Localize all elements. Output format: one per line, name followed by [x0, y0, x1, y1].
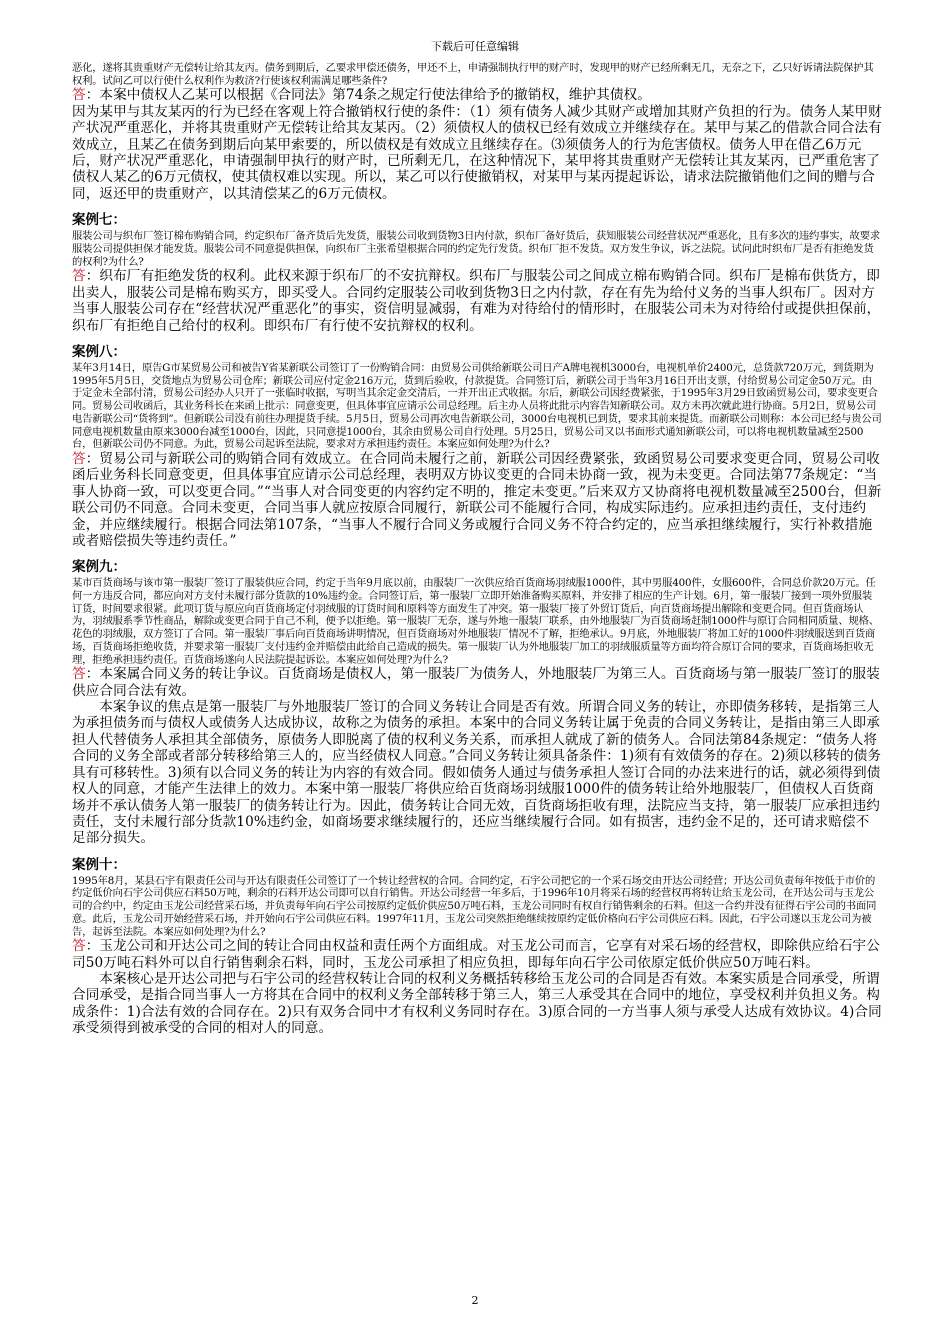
case-list — [72, 212, 882, 1036]
case-section — [72, 559, 882, 846]
case-answer — [72, 666, 882, 699]
answer-label: 答 — [72, 268, 86, 285]
case-title: 案例七： — [72, 212, 126, 229]
case-section — [72, 344, 882, 549]
case-facts: 某年3月14日，原告G市某贸易公司和被告Y省某新联公司签订了一份购销合同：由贸易公司供给新联公司日产A牌电视机3000台，电视机单价2400元，总货款720万元，到货期为1995年5月5日，交货地点为贸易公司仓库；新联公司应付定金216万元，货到后验收，付款提货。合同签订后，新联公司于当年3月16日开出支票，付给贸易公司定金50万元。由于定金未全部付清，贸易公司经办人只开了一张临时收据，写明当其余定金交清后，一并开出正式收据。尔后，新联公司因经费紧张，于1995年3月29日致函贸易公司，要求变更合同。贸易公司收函后，其业务科长在来函上批示：同意变更，但具体事宜应请示公司总经理。后主办人员将此批示内容告知新联公司。双方未再次就此进行协商。5月2日，贸易公司电告新联公司“货将到”。但新联公司没有前往办理提货手续。5月5日，贸易公司再次电告新联公司，3000台电视机已到货，要求其前来提货。而新联公司则称：本公司已经与贵公司同意电视机数量由原来3000台减至1000台，因此，只同意提1000台，其余由贸易公司自行处理。5月25日，贸易公司又以书面形式通知新联公司，可以将电视机数量减至2500台，但新联公司仍不同意。为此，贸易公司起诉至法院，要求对方承担违约责任。本案应如何处理?为什么? — [72, 361, 882, 451]
case-title: 案例九： — [72, 559, 126, 576]
answer-label: 答 — [72, 938, 86, 955]
answer-label: 答 — [72, 450, 86, 467]
case-section — [72, 857, 882, 1037]
intro-answer-body: 因为某甲与其友某丙的行为已经在客观上符合撤销权行使的条件：（1）须有债务人减少其财产或增加其财产负担的行为。债务人某甲财产状况严重恶化，并将其贵重财产无偿转让给其友某丙。（2）须债权人的债权已经有效成立并继续存在。某甲与某乙的借款合同合法有效成立，且某乙在债务到期后向某甲索要的，所以债权是有效成立且继续存在。⑶须债务人的行为危害债权。债务人甲在借乙6万元后，财产状况严重恶化，申请强制甲执行的财产时，已所剩无几，在这种情况下，某甲将其贵重财产无偿转让其友某丙，已严重危害了债权人某乙的6万元债权，使其债权难以实现。所以，某乙可以行使撤销权，对某甲与某丙提起诉讼，请求法院撤销他们之间的赠与合同，返还甲的贵重财产，以其清偿某乙的6万元债权。 — [72, 103, 882, 202]
page-header: 下载后可任意编辑 — [431, 40, 519, 53]
answer-paragraph: 本案核心是开达公司把与石宇公司的经营权转让合同的权利义务概括转移给玉龙公司的合同是否有效。本案实质是合同承受，所谓合同承受，是指合同当事人一方将其在合同中的权利义务全部转移于第三人，第三人承受其在合同中的地位，享受权利并负担义务。构成条件：1)合法有效的合同存在。2)只有双务合同中才有权利义务同时存在。3)原合同的一方当事人须与承受人达成有效协议。4)合同承受须得到被承受的合同的相对人的同意。 — [72, 971, 882, 1037]
page-number: 2 — [471, 1294, 479, 1307]
case-title: 案例八： — [72, 343, 126, 360]
case-facts: 1995年8月，某县石宇有限责任公司与开达有限责任公司签订了一个转让经营权的合同。合同约定，石宇公司把它的一个采石场交由开达公司经营；开达公司负责每年按低于市价的约定低价向石宇公司供应石料50万吨，剩余的石料开达公司即可以自行销售。开达公司经营一年多后，于1996年10月将采石场的经营权再将转让给玉龙公司，在开达公司与玉龙公司的合约中，约定由玉龙公司经营采石场，并负责每年向石宇公司按原约定低价供应50万吨石料，玉龙公司同时有权自行销售剩余的石料。但这一合约并没有征得石宇公司的书面同意。此后，玉龙公司开始经营采石场，并开始向石宇公司供应石料。1997年11月，玉龙公司突然拒绝继续按原约定低价格向石宇公司供应石料。因此，石宇公司遂以玉龙公司为被告，起诉至法院。本案应如何处理?为什么? — [72, 874, 877, 938]
case-answer — [72, 268, 882, 334]
document-body — [72, 62, 882, 1037]
case-answer — [72, 938, 882, 971]
case-facts: 服装公司与织布厂签订棉布购销合同，约定织布厂备齐货后先发货，服装公司收到货物3日内付款，织布厂备好货后，获知服装公司经营状况严重恶化，且有多次的违约事实，故要求服装公司提供担保才能发货。服装公司不同意提供担保，向织布厂主张希望根据合同的约定先行发货。织布厂拒不发货。双方发生争议，诉之法院。试问此时织布厂是否有拒绝发货的权利?为什么? — [72, 230, 881, 268]
case-answer — [72, 451, 882, 549]
intro-facts: 恶化，遂将其贵重财产无偿转让给其友丙。债务到期后，乙要求甲偿还债务，甲还不上，申请强制执行甲的财产时，发现甲的财产已经所剩无几，无奈之下，乙只好诉请法院保护其权利。试问乙可以行使什么权利作为救济?行使该权利需满足哪些条件? — [72, 62, 874, 87]
answer-paragraph: 本案争议的焦点是第一服装厂与外地服装厂签订的合同义务转让合同是否有效。所谓合同义务的转让，亦即债务移转，是指第三人为承担债务而与债权人或债务人达成协议，故称之为债务的承担。本案中的合同义务转让属于免责的合同义务转让，是指由第三人即承担人代替债务人承担其全部债务，原债务人即脱离了债的权利义务关系，而承担人就成了新的债务人。合同法第84条规定：“债务人将合同的义务全部或者部分转移给第三人的，应当经债权人同意。”合同义务转让须具备条件：1)须有有效债务的存在。2)须以移转的债务具有可移转性。3)须有以合同义务的转让为内容的有效合同。假如债务人通过与债务承担人签订合同的办法来进行的话，就必须得到债权人的同意，才能产生法律上的效力。本案中第一服装厂将供应给百货商场羽绒服1000件的债务转让给外地服装厂，但债权人百货商场并不承认债务人第一服装厂的债务转让行为。因此，债务转让合同无效，百货商场拒收有理，法院应当支持，第一服装厂应承担违约责任，支付未履行部分货款10%违约金，如商场要求继续履行的，还应当继续履行合同。如有损害，违约金不足的，还可请求赔偿不足部分损失。 — [72, 699, 882, 847]
answer-label: 答 — [72, 666, 86, 683]
case-title: 案例十： — [72, 856, 126, 873]
answer-text: ：织布厂有拒绝发货的权利。此权来源于织布厂的不安抗辩权。织布厂与服装公司之间成立棉布购销合同。织布厂是棉布供货方，即出卖人，服装公司是棉布购买方，即买受人。合同约定服装公司收到货物3日之内付款，存在有先为给付义务的当事人织布厂。因对方当事人服装公司存在“经营状况严重恶化”的事实，资信明显减弱，有难为对待给付的情形时，在服装公司未为对待给付或提供担保前，织布厂有拒绝自己给付的权利。即织布厂有行使不安抗辩权的权利。 — [72, 268, 881, 334]
answer-label: 答 — [72, 87, 86, 104]
answer-text: ：本案中债权人乙某可以根据《合同法》第74条之规定行使法律给予的撤销权，维护其债权。 — [85, 87, 651, 104]
intro-answer — [72, 87, 882, 103]
answer-text: ：贸易公司与新联公司的购销合同有效成立。在合同尚未履行之前，新联公司因经费紧张，致函贸易公司要求变更合同，贸易公司收函后业务科长同意变更，但具体事宜应请示公司总经理，表明双方协议变更的合同未协商一致，视为未变更。合同法第77条规定：“当事人协商一致，可以变更合同。”“当事人对合同变更的内容约定不明的，推定未变更。”后来双方又协商将电视机数量减至2500台，但新联公司仍不同意。合同未变更，合同当事人就应按原合同履行，新联公司不能履行合同，构成实际违约。应承担违约责任，支付违约金，并应继续履行。根据合同法第107条，“当事人不履行合同义务或履行合同义务不符合约定的，应当承担继续履行，实行补救措施或者赔偿损失等违约责任。” — [72, 450, 882, 549]
answer-text: ：玉龙公司和开达公司之间的转让合同由权益和责任两个方面组成。对玉龙公司而言，它享有对采石场的经营权，即除供应给石宇公司50万吨石料外可以自行销售剩余石料，同时，玉龙公司承担了相应负担，即每年向石宇公司依原定低价供应50万吨石料。 — [72, 938, 880, 971]
answer-text: ：本案属合同义务的转让争议。百货商场是债权人，第一服装厂为债务人，外地服装厂为第三人。百货商场与第一服装厂签订的服装供应合同合法有效。 — [72, 666, 880, 699]
case-facts: 某市百货商场与该市第一服装厂签订了服装供应合同，约定于当年9月底以前，由服装厂一次供应给百货商场羽绒服1000件，其中男服400件，女服600件，合同总价款20万元。任何一方违反合同，都应向对方支付未履行部分货款的10%违约金。合同签订后，第一服装厂立即开始准备购买原料，并安排了相应的生产计划。6月，第一服装厂接到一项外贸服装订货，时间要求很紧。此项订货与原应向百货商场定付羽绒服的订货时间和原料等方面发生了冲突。第一服装厂接了外贸订货后，向百货商场提出解除和变更合同。但百货商场认为，羽绒服系季节性商品，解除或变更合同于自己不利，便予以拒绝。第一服装厂无奈，遂与外地一服装厂联系，由外地服装厂为百货商场赶制1000件与原订合同相同质量、规格、花色的羽绒服，双方签订了合同。第一服装厂事后向百货商场讲明情况，但百货商场对外地服装厂情况不了解，拒绝承认。9月底，外地服装厂将加工好的1000件羽绒服送到百货商场，百货商场拒绝收货，并要求第一服装厂支付违约金并赔偿由此给自己造成的损失。第一服装厂认为外地服装厂加工的羽绒服质量等方面均符合原订合同的要求，百货商场拒收无理，拒绝承担违约责任。百货商场遂向人民法院提起诉讼。本案应如何处理?为什么? — [72, 577, 879, 666]
case-section — [72, 212, 882, 334]
